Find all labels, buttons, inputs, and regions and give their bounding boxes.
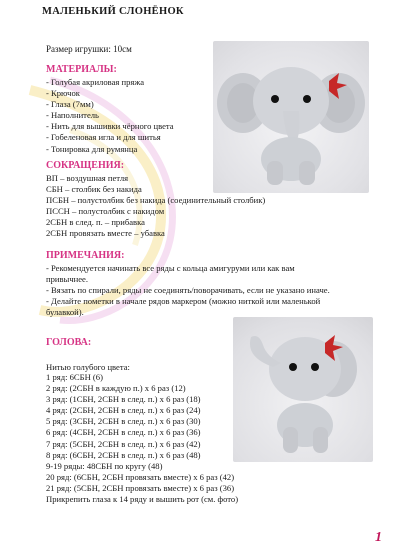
elephant-photo-front [213,41,369,193]
toy-size: Размер игрушки: 10см [46,44,132,54]
notes-list [46,263,330,318]
list-item: 2 ряд: (2СБН в каждую п.) х 6 раз (12) [46,383,186,394]
list-item: - Рекомендуется начинать все ряды с кольца амигуруми или как вам [46,263,295,273]
list-item: 9-19 ряды: 48СБН по кругу (48) [46,460,163,471]
elephant-illustration [213,41,369,193]
abbreviations-heading: СОКРАЩЕНИЯ: [46,160,125,171]
list-item: - Наполнитель [46,110,99,121]
list-item: 4 ряд: (2СБН, 2СБН в след. п.) х 6 раз (24) [46,405,201,416]
head-rows-list [46,372,238,505]
list-item: 6 ряд: (4СБН, 2СБН в след. п.) х 6 раз (36) [46,427,201,438]
list-item: ВП – воздушная петля [46,173,129,183]
list-item: булавкой). [46,307,84,318]
list-item: 8 ряд: (6СБН, 2СБН в след. п.) х 6 раз (48) [46,449,201,460]
list-item: - Нить для вышивки чёрного цвета [46,121,174,132]
page-title: МАЛЕНЬКИЙ СЛОНЁНОК [42,6,184,17]
materials-heading: МАТЕРИАЛЫ: [46,64,117,75]
list-item: - Крючок [46,88,80,99]
list-item: - Тонировка для румянца [46,143,138,154]
list-item: - Вязать по спирали, ряды не соединять/поворачивать, если не указано иначе. [46,285,330,296]
list-item: ПСБН – полустолбик без накида (соединительный столбик) [46,195,266,206]
head-heading: ГОЛОВА: [46,337,92,348]
list-item: - Гобеленовая игла и для шитья [46,132,161,143]
elephant-illustration [233,317,373,462]
page-number: 1 [375,530,382,545]
list-item: ПССН – полустолбик с накидом [46,206,165,217]
list-item: 3 ряд: (1СБН, 2СБН в след. п.) х 6 раз (18) [46,394,201,405]
list-item: - Голубая акриловая пряжа [46,77,145,87]
list-item: 20 ряд: (6СБН, 2СБН провязать вместе) х 6 раз (42) [46,471,235,482]
list-item: 2СБН в след. п. – прибавка [46,217,145,228]
list-item: Прикрепить глаза к 14 ряду и вышить рот (см. фото) [46,494,239,505]
notes-heading: ПРИМЕЧАНИЯ: [46,250,125,261]
elephant-photo-side [233,317,373,462]
list-item: 2СБН провязать вместе – убавка [46,228,165,239]
list-item: привычнее. [46,274,89,285]
head-intro: Нитью голубого цвета: [46,362,130,372]
list-item: - Глаза (7мм) [46,99,94,110]
list-item: - Делайте пометки в начале рядов маркером (можно ниткой или маленькой [46,296,321,307]
materials-list [46,77,174,155]
list-item: 7 ряд: (5СБН, 2СБН в след. п.) х 6 раз (42) [46,438,201,449]
list-item: 5 ряд: (3СБН, 2СБН в след. п.) х 6 раз (30) [46,416,201,427]
list-item: 21 ряд: (5СБН, 2СБН провязать вместе) х 6 раз (36) [46,482,235,493]
list-item: 1 ряд: 6СБН (6) [46,372,103,382]
list-item: СБН – столбик без накида [46,184,142,195]
